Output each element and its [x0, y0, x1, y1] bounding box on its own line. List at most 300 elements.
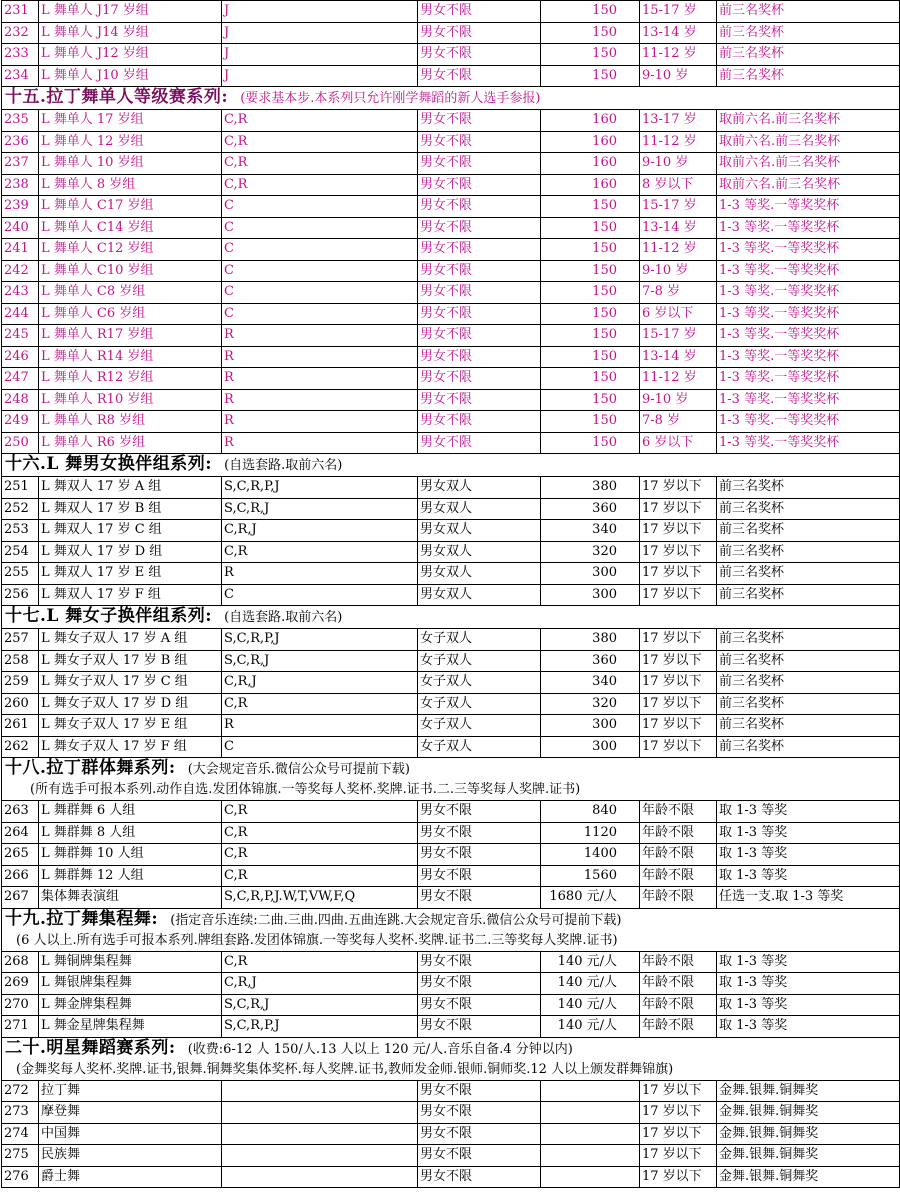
- award-info: 金舞.银舞.铜舞奖: [717, 1102, 900, 1124]
- gender-category: 男女不限: [418, 239, 541, 261]
- dance-list: S,C,R,J: [222, 498, 418, 520]
- entry-fee: 150: [541, 260, 640, 282]
- event-number: 249: [2, 411, 39, 433]
- award-info: 前三名奖杯: [717, 629, 900, 651]
- event-row: [2, 736, 900, 758]
- event-name: L 舞单人 J10 岁组: [39, 65, 222, 87]
- age-group: 17 岁以下: [640, 563, 717, 585]
- gender-category: 男女不限: [418, 217, 541, 239]
- event-number: 231: [2, 1, 39, 23]
- event-name: L 舞单人 C14 岁组: [39, 217, 222, 239]
- dance-list: S,C,R,P,J: [222, 629, 418, 651]
- event-name: L 舞单人 R10 岁组: [39, 389, 222, 411]
- age-group: 17 岁以下: [640, 715, 717, 737]
- gender-category: 男女不限: [418, 1166, 541, 1188]
- entry-fee: 1680 元/人: [541, 887, 640, 909]
- award-info: 1-3 等奖.一等奖奖杯: [717, 411, 900, 433]
- gender-category: 男女不限: [418, 822, 541, 844]
- event-row: [2, 239, 900, 261]
- entry-fee: 1120: [541, 822, 640, 844]
- age-group: 17 岁以下: [640, 650, 717, 672]
- award-info: 取 1-3 等奖: [717, 973, 900, 995]
- event-name: L 舞单人 C10 岁组: [39, 260, 222, 282]
- gender-category: 男女不限: [418, 389, 541, 411]
- event-number: 247: [2, 368, 39, 390]
- event-name: L 舞单人 8 岁组: [39, 174, 222, 196]
- event-row: [2, 951, 900, 973]
- gender-category: 男女不限: [418, 1123, 541, 1145]
- section-header: [2, 758, 900, 781]
- section-subnote: (所有选手可报本系列.动作自选.发团体锦旗.一等奖每人奖杯.奖牌.证书.二.三等奖每人奖牌.证书): [2, 780, 900, 801]
- event-row: [2, 693, 900, 715]
- dance-list: R: [222, 389, 418, 411]
- award-info: 金舞.银舞.铜舞奖: [717, 1080, 900, 1102]
- event-row: [2, 44, 900, 66]
- event-name: L 舞单人 R8 岁组: [39, 411, 222, 433]
- gender-category: 男女双人: [418, 584, 541, 606]
- gender-category: 男女不限: [418, 432, 541, 454]
- gender-category: 女子双人: [418, 693, 541, 715]
- dance-list: S,C,R,P,J: [222, 1016, 418, 1038]
- age-group: 17 岁以下: [640, 693, 717, 715]
- event-number: 252: [2, 498, 39, 520]
- entry-fee: 380: [541, 629, 640, 651]
- event-number: 236: [2, 131, 39, 153]
- entry-fee: 320: [541, 693, 640, 715]
- award-info: 取前六名.前三名奖杯: [717, 131, 900, 153]
- event-name: L 舞单人 R17 岁组: [39, 325, 222, 347]
- dance-list: S,C,R,P,J: [222, 477, 418, 499]
- age-group: 11-12 岁: [640, 44, 717, 66]
- entry-fee: 160: [541, 131, 640, 153]
- award-info: 前三名奖杯: [717, 672, 900, 694]
- age-group: 17 岁以下: [640, 498, 717, 520]
- entry-fee: 150: [541, 282, 640, 304]
- event-number: 258: [2, 650, 39, 672]
- age-group: 17 岁以下: [640, 629, 717, 651]
- age-group: 8 岁以下: [640, 174, 717, 196]
- award-info: 前三名奖杯: [717, 563, 900, 585]
- age-group: 17 岁以下: [640, 1166, 717, 1188]
- gender-category: 男女不限: [418, 325, 541, 347]
- entry-fee: 150: [541, 432, 640, 454]
- gender-category: 男女双人: [418, 563, 541, 585]
- dance-list: C: [222, 303, 418, 325]
- age-group: 年龄不限: [640, 887, 717, 909]
- award-info: 1-3 等奖.一等奖奖杯: [717, 368, 900, 390]
- award-info: 金舞.银舞.铜舞奖: [717, 1145, 900, 1167]
- award-info: 1-3 等奖.一等奖奖杯: [717, 303, 900, 325]
- entry-fee: 840: [541, 801, 640, 823]
- gender-category: 男女不限: [418, 65, 541, 87]
- gender-category: 男女不限: [418, 260, 541, 282]
- event-name: 民族舞: [39, 1145, 222, 1167]
- event-number: 242: [2, 260, 39, 282]
- event-row: [2, 1, 900, 23]
- entry-fee: 1560: [541, 865, 640, 887]
- dance-list: J: [222, 65, 418, 87]
- event-number: 250: [2, 432, 39, 454]
- entry-fee: 360: [541, 498, 640, 520]
- event-number: 233: [2, 44, 39, 66]
- event-name: L 舞单人 10 岁组: [39, 153, 222, 175]
- gender-category: 男女不限: [418, 1145, 541, 1167]
- entry-fee: 150: [541, 389, 640, 411]
- event-number: 235: [2, 110, 39, 132]
- age-group: 11-12 岁: [640, 368, 717, 390]
- award-info: 1-3 等奖.一等奖奖杯: [717, 196, 900, 218]
- award-info: 前三名奖杯: [717, 541, 900, 563]
- event-number: 255: [2, 563, 39, 585]
- dance-list: [222, 1102, 418, 1124]
- event-name: L 舞铜牌集程舞: [39, 951, 222, 973]
- event-row: [2, 563, 900, 585]
- event-number: 263: [2, 801, 39, 823]
- event-name: L 舞双人 17 岁 D 组: [39, 541, 222, 563]
- gender-category: 男女不限: [418, 1, 541, 23]
- gender-category: 男女不限: [418, 174, 541, 196]
- event-row: [2, 520, 900, 542]
- entry-fee: 140 元/人: [541, 951, 640, 973]
- entry-fee: [541, 1145, 640, 1167]
- award-info: 1-3 等奖.一等奖奖杯: [717, 346, 900, 368]
- age-group: 15-17 岁: [640, 1, 717, 23]
- event-row: [2, 153, 900, 175]
- dance-list: [222, 1166, 418, 1188]
- entry-fee: [541, 1102, 640, 1124]
- award-info: 取 1-3 等奖: [717, 801, 900, 823]
- event-number: 264: [2, 822, 39, 844]
- award-info: 前三名奖杯: [717, 44, 900, 66]
- section-header: [2, 1037, 900, 1060]
- event-number: 232: [2, 22, 39, 44]
- event-name: L 舞群舞 6 人组: [39, 801, 222, 823]
- entry-fee: 300: [541, 584, 640, 606]
- age-group: 17 岁以下: [640, 672, 717, 694]
- event-name: L 舞单人 R14 岁组: [39, 346, 222, 368]
- gender-category: 男女不限: [418, 110, 541, 132]
- event-row: [2, 260, 900, 282]
- dance-list: [222, 1080, 418, 1102]
- gender-category: 男女不限: [418, 887, 541, 909]
- age-group: 年龄不限: [640, 822, 717, 844]
- dance-list: [222, 1123, 418, 1145]
- age-group: 6 岁以下: [640, 303, 717, 325]
- event-name: L 舞单人 R6 岁组: [39, 432, 222, 454]
- entry-fee: 380: [541, 477, 640, 499]
- award-info: 取前六名.前三名奖杯: [717, 110, 900, 132]
- award-info: 1-3 等奖.一等奖奖杯: [717, 432, 900, 454]
- dance-list: J: [222, 44, 418, 66]
- event-name: 拉丁舞: [39, 1080, 222, 1102]
- entry-fee: 150: [541, 239, 640, 261]
- dance-list: C: [222, 736, 418, 758]
- award-info: 金舞.银舞.铜舞奖: [717, 1166, 900, 1188]
- entry-fee: 150: [541, 217, 640, 239]
- entry-fee: 150: [541, 196, 640, 218]
- event-name: L 舞单人 C12 岁组: [39, 239, 222, 261]
- gender-category: 男女不限: [418, 1016, 541, 1038]
- award-info: 1-3 等奖.一等奖奖杯: [717, 217, 900, 239]
- award-info: 取 1-3 等奖: [717, 1016, 900, 1038]
- dance-list: C,R: [222, 541, 418, 563]
- event-name: L 舞单人 12 岁组: [39, 131, 222, 153]
- gender-category: 男女不限: [418, 346, 541, 368]
- section-title: 十九.拉丁舞集程舞:: [5, 908, 159, 929]
- dance-list: C,R,J: [222, 672, 418, 694]
- event-number: 266: [2, 865, 39, 887]
- event-row: [2, 303, 900, 325]
- award-info: 1-3 等奖.一等奖奖杯: [717, 325, 900, 347]
- gender-category: 男女不限: [418, 1102, 541, 1124]
- age-group: 17 岁以下: [640, 736, 717, 758]
- section-header: [2, 454, 900, 477]
- event-name: L 舞女子双人 17 岁 F 组: [39, 736, 222, 758]
- gender-category: 男女不限: [418, 196, 541, 218]
- age-group: 6 岁以下: [640, 432, 717, 454]
- section-note: (指定音乐连续:二曲.三曲.四曲.五曲连跳.大会规定音乐.微信公众号可提前下载): [170, 912, 622, 928]
- entry-fee: 360: [541, 650, 640, 672]
- dance-list: S,C,R,J: [222, 994, 418, 1016]
- award-info: 前三名奖杯: [717, 1, 900, 23]
- event-name: L 舞双人 17 岁 B 组: [39, 498, 222, 520]
- event-name: 摩登舞: [39, 1102, 222, 1124]
- event-name: L 舞银牌集程舞: [39, 973, 222, 995]
- event-row: [2, 477, 900, 499]
- event-number: 276: [2, 1166, 39, 1188]
- gender-category: 男女双人: [418, 477, 541, 499]
- dance-list: R: [222, 715, 418, 737]
- event-name: L 舞单人 C8 岁组: [39, 282, 222, 304]
- section-title: 十五.拉丁舞单人等级赛系列:: [5, 87, 229, 107]
- event-row: [2, 110, 900, 132]
- competition-schedule-sheet: [1, 0, 899, 1188]
- dance-list: C: [222, 282, 418, 304]
- award-info: 前三名奖杯: [717, 650, 900, 672]
- gender-category: 男女不限: [418, 368, 541, 390]
- event-number: 239: [2, 196, 39, 218]
- age-group: 11-12 岁: [640, 239, 717, 261]
- gender-category: 男女不限: [418, 865, 541, 887]
- award-info: 取前六名.前三名奖杯: [717, 174, 900, 196]
- event-number: 238: [2, 174, 39, 196]
- event-row: [2, 994, 900, 1016]
- section-subnote-row: [2, 931, 900, 952]
- event-name: L 舞单人 R12 岁组: [39, 368, 222, 390]
- event-name: 中国舞: [39, 1123, 222, 1145]
- award-info: 前三名奖杯: [717, 693, 900, 715]
- age-group: 17 岁以下: [640, 1080, 717, 1102]
- event-row: [2, 801, 900, 823]
- event-number: 260: [2, 693, 39, 715]
- award-info: 前三名奖杯: [717, 498, 900, 520]
- entry-fee: [541, 1080, 640, 1102]
- age-group: 13-14 岁: [640, 22, 717, 44]
- event-row: [2, 541, 900, 563]
- age-group: 9-10 岁: [640, 389, 717, 411]
- entry-fee: 150: [541, 346, 640, 368]
- event-number: 254: [2, 541, 39, 563]
- event-name: L 舞双人 17 岁 E 组: [39, 563, 222, 585]
- event-number: 248: [2, 389, 39, 411]
- event-row: [2, 22, 900, 44]
- event-number: 262: [2, 736, 39, 758]
- event-row: [2, 672, 900, 694]
- event-row: [2, 1016, 900, 1038]
- section-subnote: (6 人以上.所有选手可报本系列.牌组套路.发团体锦旗.一等奖每人奖杯.奖牌.证书二.三等奖每人奖牌.证书): [2, 931, 900, 952]
- age-group: 9-10 岁: [640, 65, 717, 87]
- event-row: [2, 282, 900, 304]
- award-info: 取 1-3 等奖: [717, 865, 900, 887]
- age-group: 17 岁以下: [640, 520, 717, 542]
- gender-category: 女子双人: [418, 629, 541, 651]
- age-group: 13-14 岁: [640, 346, 717, 368]
- gender-category: 男女不限: [418, 411, 541, 433]
- gender-category: 男女不限: [418, 22, 541, 44]
- gender-category: 女子双人: [418, 650, 541, 672]
- event-number: 243: [2, 282, 39, 304]
- event-number: 237: [2, 153, 39, 175]
- age-group: 17 岁以下: [640, 477, 717, 499]
- event-row: [2, 650, 900, 672]
- award-info: 前三名奖杯: [717, 520, 900, 542]
- entry-fee: 150: [541, 368, 640, 390]
- section-note: (要求基本步.本系列只允许刚学舞蹈的新人选手参报): [240, 91, 541, 106]
- gender-category: 男女不限: [418, 282, 541, 304]
- event-name: L 舞群舞 10 人组: [39, 844, 222, 866]
- award-info: 任选一支.取 1-3 等奖: [717, 887, 900, 909]
- event-number: 241: [2, 239, 39, 261]
- dance-list: C,R: [222, 865, 418, 887]
- event-number: 271: [2, 1016, 39, 1038]
- event-number: 261: [2, 715, 39, 737]
- award-info: 取前六名.前三名奖杯: [717, 153, 900, 175]
- section-title: 十八.拉丁群体舞系列:: [5, 758, 176, 778]
- age-group: 9-10 岁: [640, 260, 717, 282]
- award-info: 1-3 等奖.一等奖奖杯: [717, 260, 900, 282]
- award-info: 前三名奖杯: [717, 584, 900, 606]
- entry-fee: [541, 1166, 640, 1188]
- dance-list: R: [222, 346, 418, 368]
- entry-fee: 160: [541, 110, 640, 132]
- dance-list: C,R: [222, 801, 418, 823]
- entry-fee: 150: [541, 65, 640, 87]
- age-group: 13-14 岁: [640, 217, 717, 239]
- age-group: 年龄不限: [640, 844, 717, 866]
- event-number: 244: [2, 303, 39, 325]
- section-title: 十七.L 舞女子换伴组系列:: [5, 606, 213, 626]
- section-note: (收费:6-12 人 150/人.13 人以上 120 元/人.音乐自备.4 分钟以内): [187, 1041, 573, 1057]
- entry-fee: 150: [541, 44, 640, 66]
- dance-list: J: [222, 1, 418, 23]
- event-row: [2, 325, 900, 347]
- award-info: 取 1-3 等奖: [717, 844, 900, 866]
- dance-list: R: [222, 432, 418, 454]
- event-row: [2, 498, 900, 520]
- event-name: L 舞双人 17 岁 C 组: [39, 520, 222, 542]
- dance-list: C,R: [222, 131, 418, 153]
- age-group: 15-17 岁: [640, 196, 717, 218]
- event-number: 251: [2, 477, 39, 499]
- section-note: (大会规定音乐.微信公众号可提前下载): [187, 762, 410, 777]
- gender-category: 男女不限: [418, 1080, 541, 1102]
- event-row: [2, 1080, 900, 1102]
- award-info: 前三名奖杯: [717, 22, 900, 44]
- award-info: 金舞.银舞.铜舞奖: [717, 1123, 900, 1145]
- event-number: 246: [2, 346, 39, 368]
- event-row: [2, 715, 900, 737]
- award-info: 取 1-3 等奖: [717, 951, 900, 973]
- event-number: 269: [2, 973, 39, 995]
- age-group: 年龄不限: [640, 973, 717, 995]
- age-group: 7-8 岁: [640, 411, 717, 433]
- award-info: 前三名奖杯: [717, 477, 900, 499]
- event-number: 240: [2, 217, 39, 239]
- age-group: 年龄不限: [640, 865, 717, 887]
- event-name: L 舞双人 17 岁 A 组: [39, 477, 222, 499]
- event-name: L 舞单人 J12 岁组: [39, 44, 222, 66]
- entry-fee: 150: [541, 303, 640, 325]
- award-info: 取 1-3 等奖: [717, 822, 900, 844]
- dance-list: C,R: [222, 174, 418, 196]
- event-name: L 舞金星牌集程舞: [39, 1016, 222, 1038]
- entry-fee: 300: [541, 715, 640, 737]
- dance-list: S,C,R,P,J.W,T,VW,F,Q: [222, 887, 418, 909]
- event-row: [2, 131, 900, 153]
- event-number: 272: [2, 1080, 39, 1102]
- age-group: 13-17 岁: [640, 110, 717, 132]
- event-row: [2, 1166, 900, 1188]
- event-number: 265: [2, 844, 39, 866]
- event-number: 257: [2, 629, 39, 651]
- dance-list: C: [222, 584, 418, 606]
- dance-list: R: [222, 325, 418, 347]
- entry-fee: 160: [541, 153, 640, 175]
- event-number: 234: [2, 65, 39, 87]
- section-subnote-row: [2, 1060, 900, 1081]
- event-number: 274: [2, 1123, 39, 1145]
- event-row: [2, 217, 900, 239]
- event-name: L 舞女子双人 17 岁 B 组: [39, 650, 222, 672]
- event-row: [2, 368, 900, 390]
- event-name: 爵士舞: [39, 1166, 222, 1188]
- award-info: 前三名奖杯: [717, 715, 900, 737]
- entry-fee: 300: [541, 736, 640, 758]
- event-name: L 舞金牌集程舞: [39, 994, 222, 1016]
- section-title: 十六.L 舞男女换伴组系列:: [5, 454, 213, 474]
- dance-list: C,R: [222, 153, 418, 175]
- age-group: 17 岁以下: [640, 541, 717, 563]
- age-group: 9-10 岁: [640, 153, 717, 175]
- event-name: L 舞单人 17 岁组: [39, 110, 222, 132]
- entry-fee: 140 元/人: [541, 994, 640, 1016]
- event-row: [2, 1102, 900, 1124]
- section-header: [2, 908, 900, 931]
- entry-fee: 150: [541, 22, 640, 44]
- entry-fee: 320: [541, 541, 640, 563]
- age-group: 17 岁以下: [640, 584, 717, 606]
- age-group: 17 岁以下: [640, 1102, 717, 1124]
- award-info: 前三名奖杯: [717, 65, 900, 87]
- section-title: 二十.明星舞蹈赛系列:: [5, 1037, 176, 1058]
- event-row: [2, 822, 900, 844]
- event-row: [2, 346, 900, 368]
- event-number: 268: [2, 951, 39, 973]
- dance-list: C,R,J: [222, 973, 418, 995]
- event-row: [2, 973, 900, 995]
- event-name: L 舞群舞 8 人组: [39, 822, 222, 844]
- event-number: 275: [2, 1145, 39, 1167]
